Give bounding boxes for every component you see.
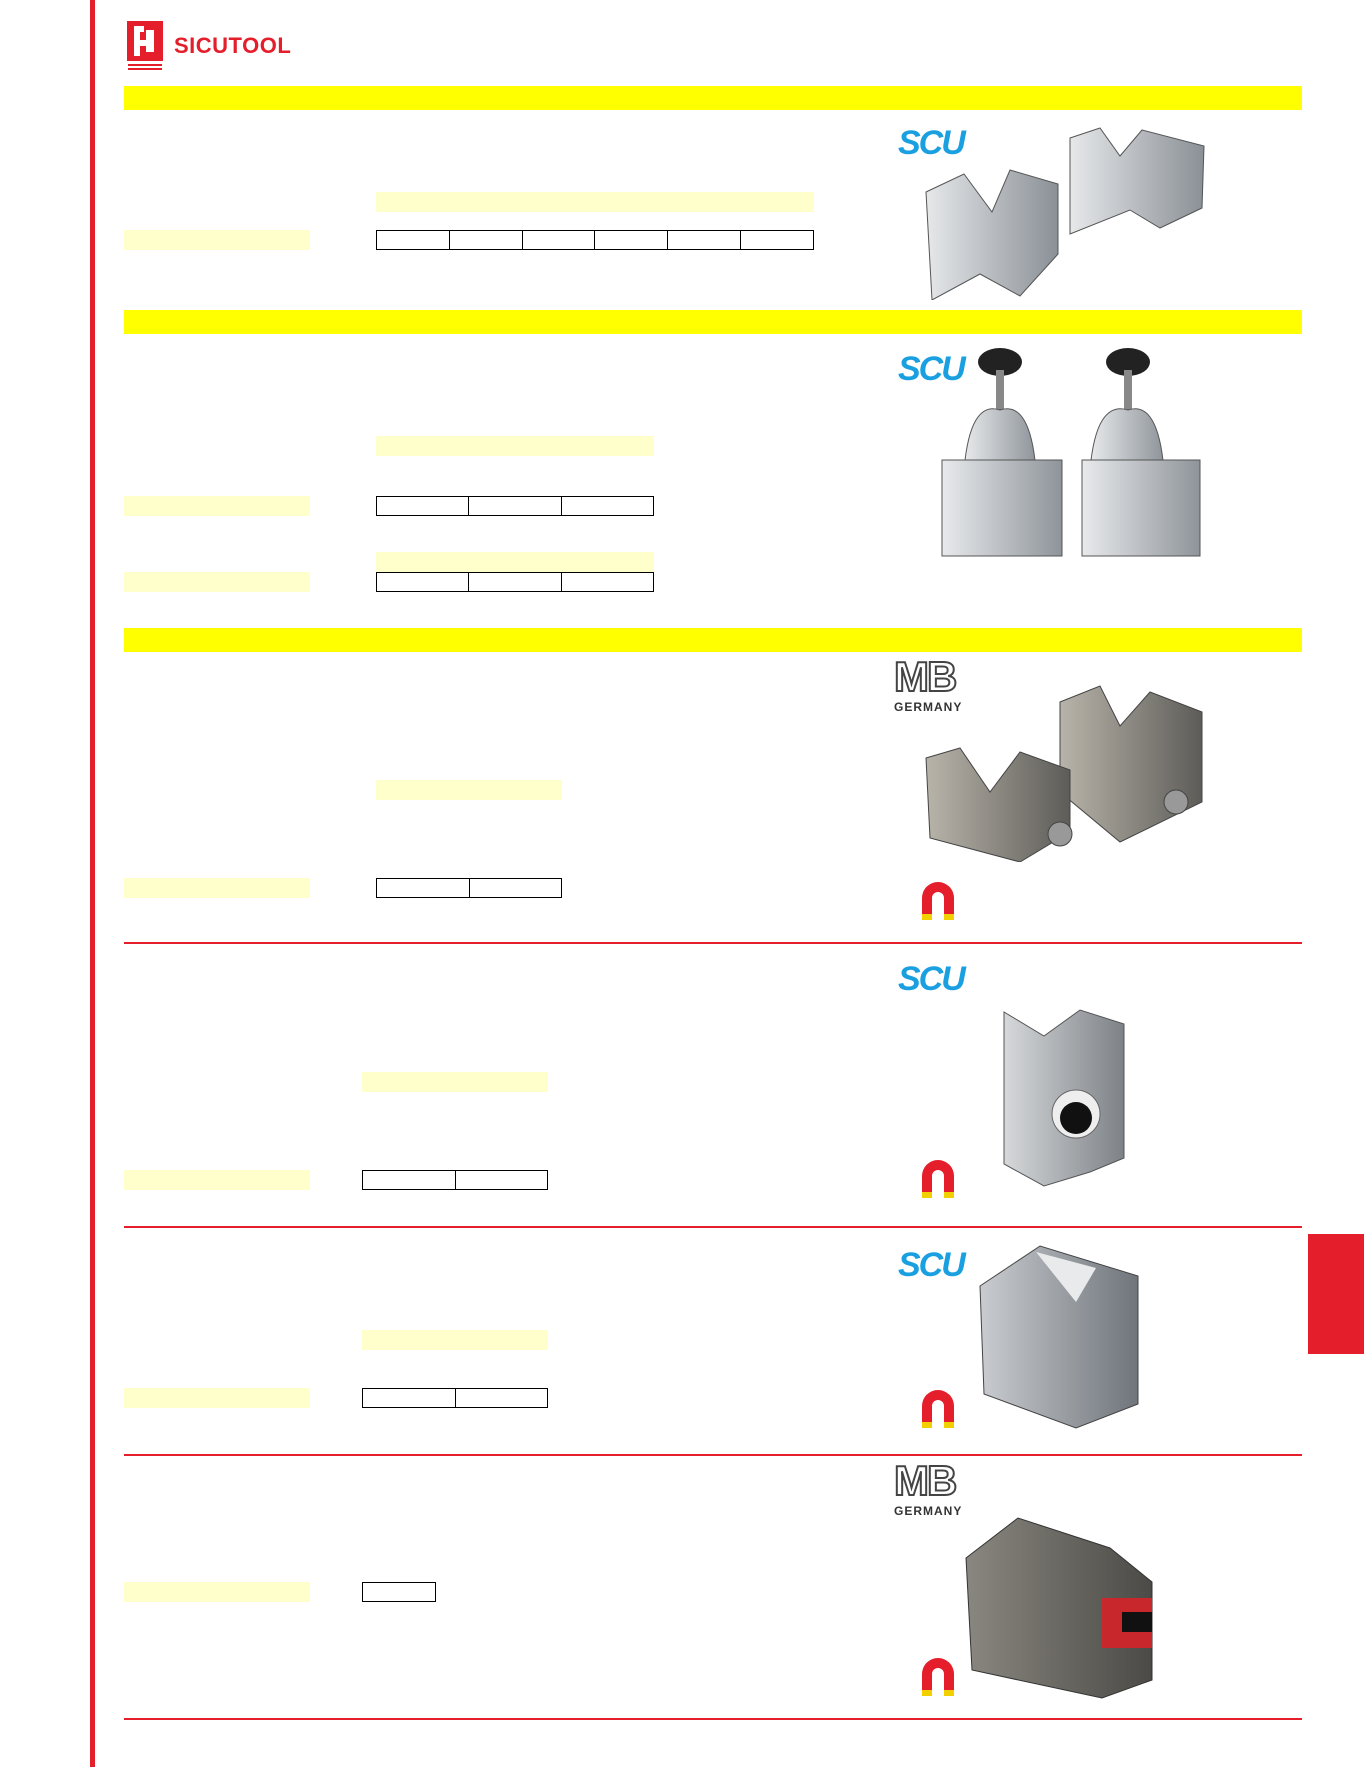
sicutool-logo-icon [126,20,164,72]
magnet-icon [916,1386,960,1434]
mb-germany-logo-icon: MB GERMANY [894,1457,963,1518]
mb-germany-logo-icon: MB GERMANY [894,653,963,714]
table-header-3 [376,780,562,800]
row-label-2b [124,572,310,592]
table-row-2b [376,572,654,592]
row-label-5 [124,1388,310,1408]
table-row-6 [362,1582,436,1602]
section-divider-3 [124,1454,1302,1456]
magnet-icon [916,1654,960,1702]
section-bar-2 [124,310,1302,334]
scu-logo-icon: SCU [898,124,964,162]
table-row-2a [376,496,654,516]
product-image [962,1514,1162,1700]
scu-logo-icon: SCU [898,350,964,388]
table-header-1 [376,192,814,212]
row-label-3 [124,878,310,898]
section-bar-1 [124,86,1302,110]
table-header-2b [376,552,654,572]
table-row-1 [376,230,814,250]
row-label-4 [124,1170,310,1190]
table-header-5 [362,1330,548,1350]
product-image [976,1244,1142,1430]
magnet-icon [916,878,960,926]
product-image [1000,1008,1126,1188]
section-bar-3 [124,628,1302,652]
row-label-6 [124,1582,310,1602]
scu-logo-icon: SCU [898,960,964,998]
product-image [940,340,1204,566]
section-divider-4 [124,1718,1302,1720]
row-label-1 [124,230,310,250]
section-divider-1 [124,942,1302,944]
section-divider-2 [124,1226,1302,1228]
table-header-4 [362,1072,548,1092]
table-row-3 [376,878,562,898]
left-margin-rule [90,0,95,1767]
scu-logo-icon: SCU [898,1246,964,1284]
row-label-2a [124,496,310,516]
table-row-5 [362,1388,548,1408]
product-image [920,124,1206,300]
table-header-2a [376,436,654,456]
chapter-tab[interactable] [1308,1234,1364,1354]
product-image [920,682,1206,862]
magnet-icon [916,1156,960,1204]
table-row-4 [362,1170,548,1190]
logo-text: SICUTOOL [174,33,292,58]
sicutool-logo [126,20,291,72]
